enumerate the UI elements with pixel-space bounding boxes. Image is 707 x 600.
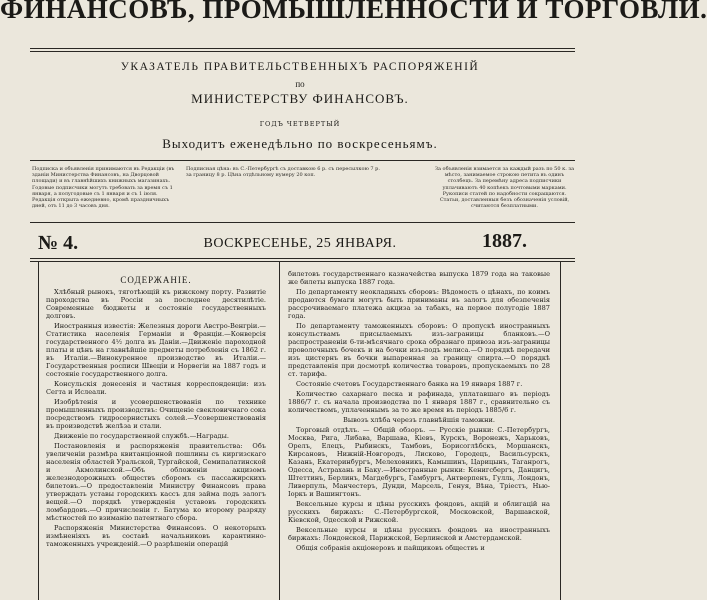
contents-paragraph: Консульскія донесенія и частныя корреспонденціи: изъ Сегта и Ислеали. [46,380,266,396]
subtitle-line-1: УКАЗАТЕЛЬ ПРАВИТЕЛЬСТВЕННЫХЪ РАСПОРЯЖЕНІЙ [120,61,480,73]
contents-paragraph: Иностранныя известія: Железныя дороги Австро-Венгріи.—Статистика населенія Германіи и Франціи.—Конверсія государственного 4½ долга въ Даніи.—Движеніе пароходной платы и цѣнъ на главнѣйшіе предметы потребленія съ 1862 г. въ Италіи.—Винокуренное производство въ Италіи.—Государственныя росписи Швеціи и Норвегіи на 1887 годъ и состояніе государственного долга. [46,322,266,378]
masthead-title: ФИНАНСОВЪ, ПРОМЫШЛЕННОСТИ И ТОРГОВЛИ. [0,0,707,24]
contents-heading: СОДЕРЖАНІЕ. [120,275,192,285]
contents-paragraph: Постановленія и распоряженія правительства: Объ увеличеніи размѣра квитанціонной пошлины съ киргизскаго населенія областей Уральской, Тургайской, Семипалатинской и Акмолинской.—Объ обложеніи акцизомъ железнодорожныхъ обществъ сборомъ съ пассажирскихъ билетовъ.—О предоставленіи Министру Финансовъ права утверждать уставы городскихъ кассъ для займа подъ залогъ вещей.—О порядкѣ утвержденія уставовъ городскихъ ломбардовъ.—О причисленіи г. Батума ко второму разряду мѣстностей по взиманію патентнаго сбора. [46,442,266,522]
contents-paragraph: Вексельные курсы и цѣны русскихъ фондовъ на иностранныхъ биржахъ: Лондонской, Парижской, Берлинской и Амстердамской. [288,526,550,542]
contents-paragraph: По департаменту таможенныхъ сборовъ: О пропускѣ иностранныхъ консульствамъ присылаемыхъ изъ-заграницы бланковъ.—О распространеніи 6-ти-мѣсячнаго срока образнаго привоза изъ-заграницы проволочныхъ бочекъ и на бочки изъ-подъ мелиса.—О порядкѣ передачи изъ цистернъ въ бочки выпаренная за границу спирта.—О порядкѣ представленія при досмотрѣ количества товаровъ, пропускаемыхъ по 28 ст. тарифа. [288,322,550,378]
column-frame-left [38,262,39,600]
subtitle-line-3: МИНИСТЕРСТВУ ФИНАНСОВЪ. [191,91,409,106]
contents-column-continued [288,270,550,600]
publication-tagline: Выходитъ еженедѣльно по воскресеньямъ. [162,136,438,151]
issue-number: № 4. [38,232,79,254]
contents-paragraph: Вексельные курсы и цѣны русскихъ фондовъ, акцій и облигацій на русскихъ биржахъ: С.-Петербургской, Московской, Варшавской, Кіевской, Одесской и Рижской. [288,500,550,524]
contents-paragraph: Распоряженія Министерства Финансовъ. О некоторыхъ измѣненіяхъ въ составѣ начальниковъ карантинно-таможенныхъ учрежденій.—О разрѣшеніи операцій [46,524,266,548]
contents-paragraph: Количество сахарнаго песка и рафинада, уплатавшаго въ періодъ 1886/7 г. съ начала производства по 1 января 1887 г., сравнительно съ количествомъ, уплаченнымъ за то же время въ періодъ 1885/6 г. [288,390,550,414]
info-rule-top [30,160,575,161]
subtitle-line-2: по [295,79,305,89]
contents-paragraph: Общія собранія акціонеровъ и пайщиковъ обществъ и [296,544,485,552]
contents-paragraph: Вывозъ хлѣба черезъ главнѣйшія таможни. [343,416,495,424]
contents-paragraph: По департаменту неокладныхъ сборовъ: Вѣдомость о цѣнахъ, по коимъ продаются бумаги могутъ быть приниманы въ залогъ для обезпеченія рассрочиваемаго платежа акциза за табакъ, на первое полугодіе 1887 года. [288,288,550,320]
contents-paragraph: Движеніе по государственной службѣ.—Награды. [54,432,229,440]
contents-paragraph: Изобрѣтенія и усовершенствованія по технике промышленныхъ производствъ: Очищеніе свекловичнаго сока посредствомъ гидросернистыхъ солей.—Усовершенствованія въ производствѣ желѣза и стали. [46,398,266,430]
contents-paragraph: Состояніе счетовъ Государственнаго банка на 19 января 1887 г. [296,380,523,388]
body-rule-thin [30,261,575,262]
masthead-rule-thin [30,51,575,52]
column-divider [279,262,280,600]
contents-paragraph: Торговый отдѣлъ. — Общій обзоръ. — Русскіе рынки: С.-Петербургъ, Москва, Рига, Либава, Варшава, Кіевъ, Курскъ, Воронежъ, Харьковъ, Орелъ, Елецъ, Рыбинскъ, Тамбовъ, Борисоглѣбскъ, Моршанскъ, Кирсановъ, Нижній-Новгородъ, Лисково, Городецъ, Васильсурскъ, Казань, Екатеринбургъ, Мелеховникъ, Камышинъ, Царицынъ, Таганрогъ, Одесса, Астрахань и Баку.—Иностранные рынки: Кенигсбергъ, Данцигъ, Штеттинъ, Берлинъ, Магдебургъ, Гамбургъ, Антверпенъ, Гулль, Лондонъ, Ливерпуль, Манчестеръ, Дунди, Марсель, Генуя, Вѣна, Тріестъ, Нью-Іоркъ и Вашингтонъ. [288,426,550,498]
issue-date: ВОСКРЕСЕНЬЕ, 25 ЯНВАРЯ. [203,236,397,251]
contents-paragraph: билетовъ государственнаго казначейства выпуска 1879 года на таковые же билеты выпуска 1887 года. [288,270,550,286]
subscription-info: Подписка и объявленія принимаются въ Редакціи (въ зданіи Министерства Финансовъ, на Дворцовой площади) и въ главнѣйшихъ книжныхъ магазинахъ. Годовые подписчики могутъ требовать за время съ 1 января, а полугодовые съ 1 января и съ 1 іюля. Редакція открыта ежедневно, кромѣ праздничныхъ дней, отъ 11 до 3 часовъ дня. [32,166,175,210]
price-info: Подписная цѣна: въ С.-Петербургѣ съ доставкою 6 р. съ пересылкою 7 р. за границу 8 р. Цѣна отдѣльному нумеру 20 коп. [186,166,380,179]
column-frame-right [560,262,561,600]
year-label: ГОДЪ ЧЕТВЕРТЫЙ [259,120,341,128]
contents-paragraph: Хлѣбный рынокъ, тяготѣющій къ рижскому порту. Развитіе пароходства въ Россіи за последнее десятилѣтіе. Современные бюджеты и состояніе государственныхъ долговъ. [46,288,266,320]
issue-year: 1887. [482,230,527,252]
masthead-rule [30,48,575,49]
info-rule-bottom [30,222,575,223]
contents-column [46,270,266,600]
body-rule-top [30,258,575,259]
advertising-info: За объявленія взимается за каждый разъ по 50 к. за мѣсто, занимаемое строкою петита въ одинъ столбецъ. За перемѣну адреса подписчики уплачиваютъ 40 копѣекъ почтовыми марками. Рукописи статей по надобности сокращаются. Статьи, доставленныя безъ обозначенія условій, считаются безплатными. [434,166,575,210]
